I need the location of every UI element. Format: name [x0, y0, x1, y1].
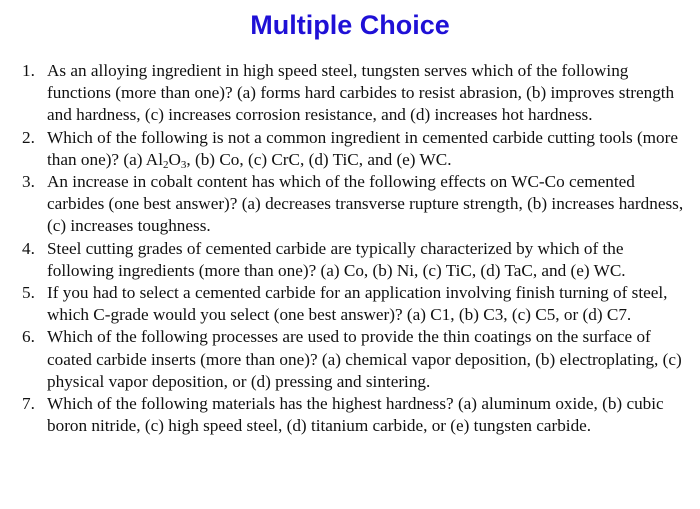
- question-number: 6.: [22, 327, 35, 347]
- question-item: [22, 282, 684, 326]
- question-item: [22, 171, 684, 238]
- question-text-part: Which of the following is not a common ingredient in cemented carbide cutting tools (more than one)? (a) Al: [47, 127, 678, 169]
- question-text: [47, 127, 684, 171]
- page-title: Multiple Choice: [250, 10, 450, 40]
- question-number: 3.: [22, 172, 35, 192]
- question-text-part: , (b) Co, (c) CrC, (d) TiC, and (e) WC.: [186, 149, 452, 169]
- question-text: An increase in cobalt content has which of the following effects on WC-Co cemented carbides (one best answer)? (a) decreases transverse rupture strength, (b) increases hardness, (c) increases toughness.: [47, 172, 684, 236]
- question-text: Steel cutting grades of cemented carbide are typically characterized by which of the following ingredients (more than one)? (a) Co, (b) Ni, (c) TiC, (d) TaC, and (e) WC.: [47, 238, 626, 280]
- question-text: Which of the following processes are used to provide the thin coatings on the surface of coated carbide inserts (more than one)? (a) chemical vapor deposition, (b) electroplating, (c) physical vapor deposition, or (d) pressing and sintering.: [47, 327, 682, 391]
- question-list: [22, 60, 684, 437]
- question-text: If you had to select a cemented carbide for an application involving finish turning of steel, which C-grade would you select (one best answer)? (a) C1, (b) C3, (c) C5, or (d) C7.: [47, 283, 668, 325]
- question-number: 5.: [22, 283, 35, 303]
- subscript: 3: [180, 158, 187, 171]
- subscript: 2: [162, 158, 169, 171]
- question-number: 4.: [22, 238, 35, 258]
- question-item: [22, 393, 684, 437]
- question-number: 7.: [22, 394, 35, 414]
- question-text: As an alloying ingredient in high speed steel, tungsten serves which of the following functions (more than one)? (a) forms hard carbides to resist abrasion, (b) improves strength and hardness, (c) increases corrosion resistance, and (d) increases hot hardness.: [47, 61, 675, 125]
- question-item: [22, 238, 684, 282]
- question-text-part: O: [168, 149, 181, 169]
- question-text: Which of the following materials has the highest hardness? (a) aluminum oxide, (b) cubic boron nitride, (c) high speed steel, (d) titanium carbide, or (e) tungsten carbide.: [47, 394, 664, 436]
- question-item: [22, 60, 684, 127]
- question-item: [22, 127, 684, 171]
- question-number: 1.: [22, 61, 35, 80]
- question-item: [22, 326, 684, 393]
- question-number: 2.: [22, 127, 35, 147]
